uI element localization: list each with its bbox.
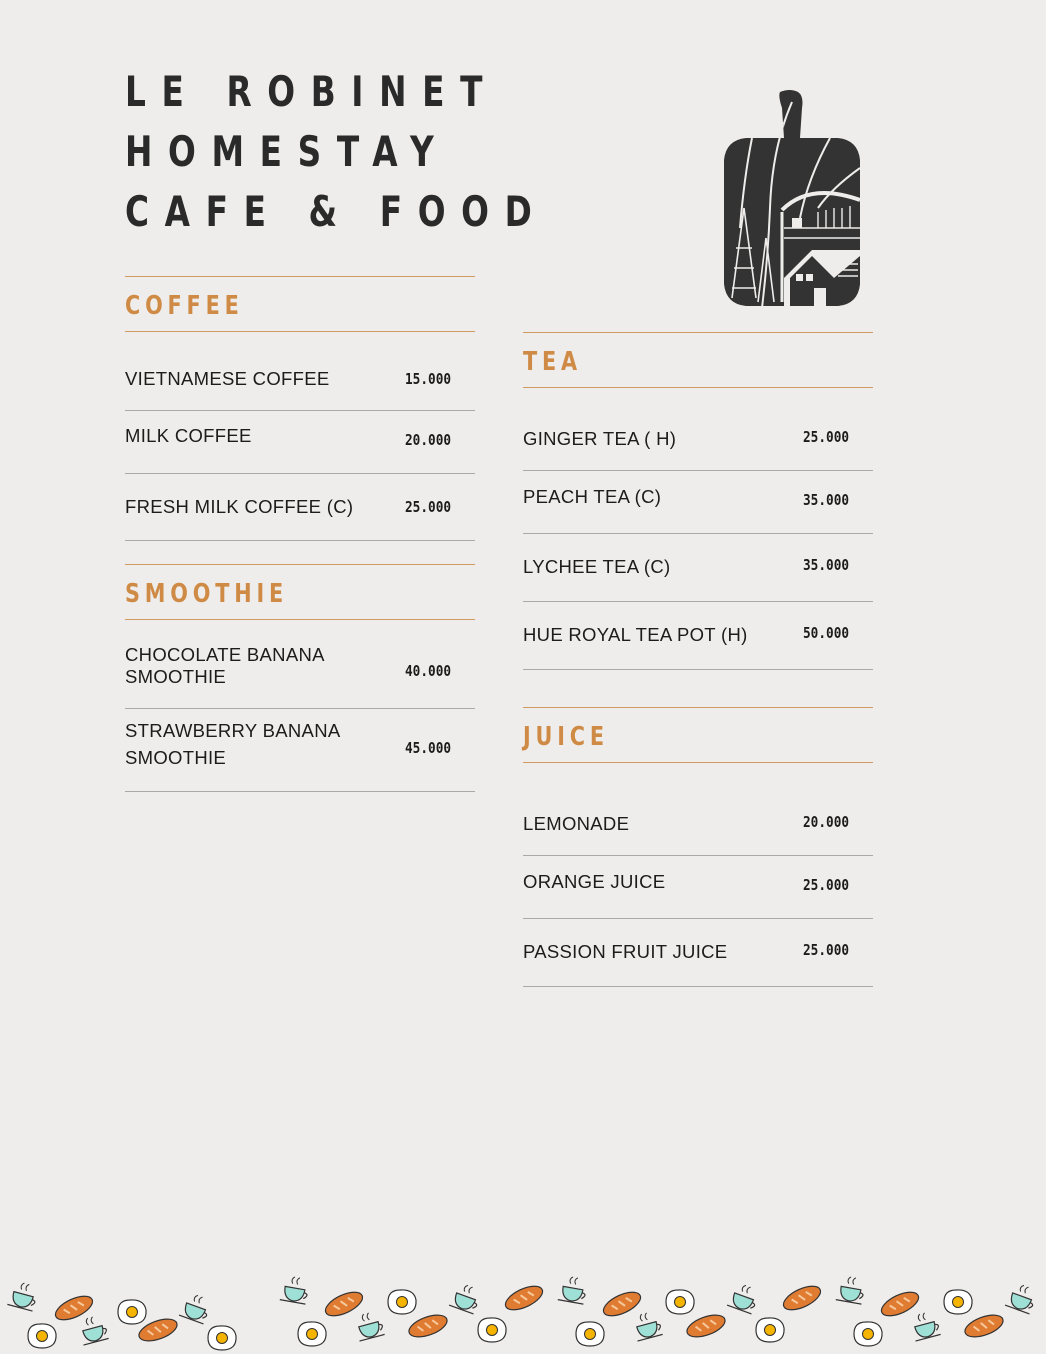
title-line-2: HOMESTAY (125, 127, 450, 176)
menu-item (523, 763, 873, 856)
smoothie-title: SMOOTHIE (125, 579, 288, 609)
item-price: 15.000 (405, 370, 452, 388)
title-line-3: CAFE & FOOD (125, 187, 548, 236)
cutting-board-house-logo (722, 88, 862, 308)
item-price: 45.000 (405, 739, 452, 757)
coffee-header (125, 276, 475, 332)
smoothie-header (125, 564, 475, 620)
tea-title: TEA (523, 347, 582, 377)
menu-item (125, 709, 475, 792)
item-name: ORANGE JUICE (523, 871, 666, 892)
menu-item (523, 534, 873, 602)
item-name: HUE ROYAL TEA POT (H) (523, 624, 748, 645)
coffee-section (125, 276, 475, 541)
item-name: PASSION FRUIT JUICE (523, 941, 728, 962)
menu-item (125, 411, 475, 474)
food-pattern-border (0, 1268, 1046, 1354)
item-price: 35.000 (803, 556, 850, 574)
item-name: CHOCOLATE BANANA SMOOTHIE (125, 644, 324, 687)
juice-section (523, 707, 873, 987)
menu-item (523, 471, 873, 534)
item-price: 25.000 (803, 428, 850, 446)
menu-item (125, 332, 475, 411)
item-price: 25.000 (405, 498, 452, 516)
menu-item (125, 474, 475, 541)
item-name: MILK COFFEE (125, 425, 252, 446)
menu-item (523, 388, 873, 471)
item-price: 20.000 (405, 431, 452, 449)
item-name: VIETNAMESE COFFEE (125, 368, 330, 389)
menu-item (523, 919, 873, 987)
menu-item (523, 602, 873, 670)
coffee-title: COFFEE (125, 291, 244, 321)
item-price: 40.000 (405, 662, 452, 680)
item-price: 35.000 (803, 491, 850, 509)
menu-item (125, 620, 475, 709)
item-name: FRESH MILK COFFEE (C) (125, 496, 354, 517)
item-name: STRAWBERRY BANANA SMOOTHIE (125, 720, 340, 768)
title-line-1: LE ROBINET (125, 67, 499, 116)
item-price: 25.000 (803, 941, 850, 959)
item-name: LYCHEE TEA (C) (523, 556, 671, 577)
juice-header (523, 707, 873, 763)
item-price: 25.000 (803, 876, 850, 894)
tea-header (523, 332, 873, 388)
item-price: 50.000 (803, 624, 850, 642)
tea-section (523, 332, 873, 670)
item-name: GINGER TEA ( H) (523, 428, 677, 449)
pattern-tile (7, 1280, 236, 1350)
item-name: LEMONADE (523, 813, 630, 834)
menu-item (523, 856, 873, 919)
juice-title: JUICE (523, 722, 609, 752)
smoothie-section (125, 564, 475, 792)
item-price: 20.000 (803, 813, 850, 831)
item-name: PEACH TEA (C) (523, 486, 662, 507)
menu-title (125, 62, 667, 242)
